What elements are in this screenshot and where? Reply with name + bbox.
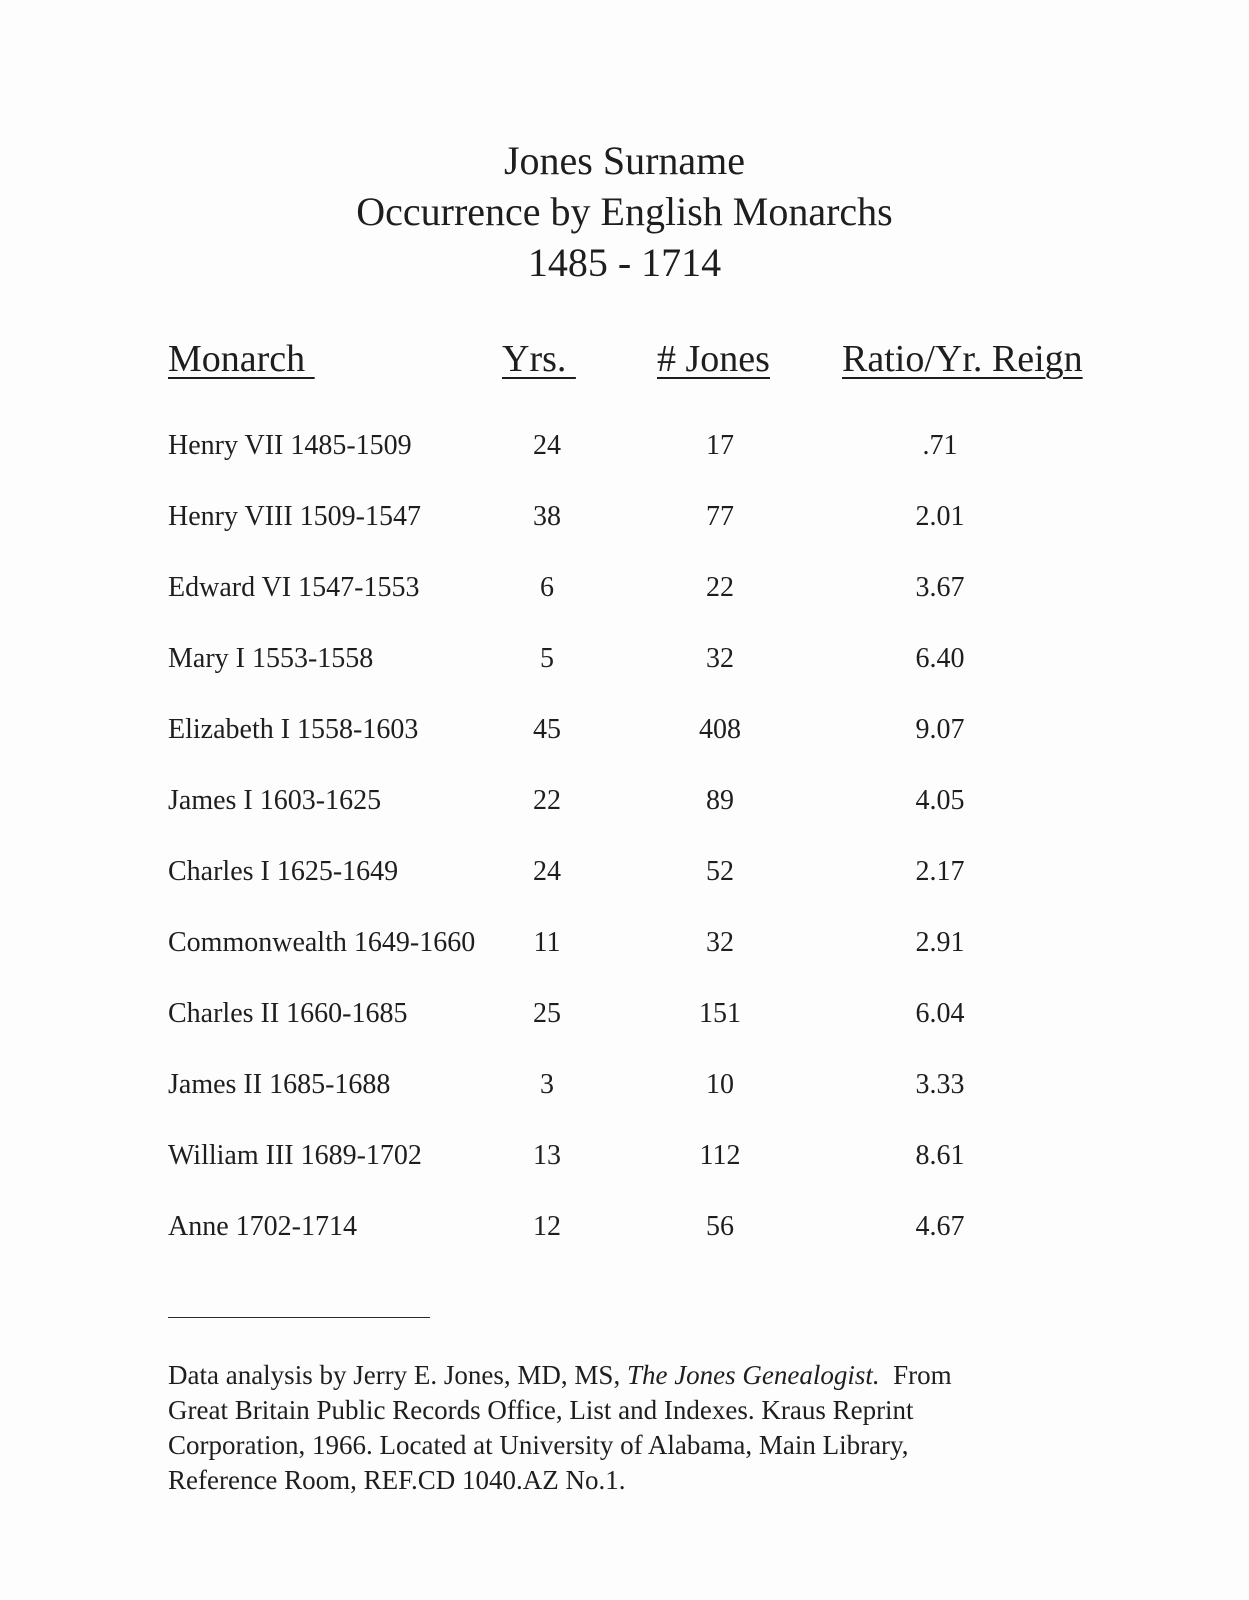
title-line-3: 1485 - 1714	[527, 240, 722, 285]
monarch-cell: Mary I 1553-1558	[168, 643, 374, 674]
column-header-monarch: Monarch	[168, 338, 315, 380]
table-row	[0, 570, 1249, 641]
jones-cell: 56	[706, 1211, 734, 1242]
ratio-cell: 2.01	[915, 501, 965, 532]
footnote-line-4: Reference Room, REF.CD 1040.AZ No.1.	[168, 1465, 626, 1495]
jones-cell: 77	[706, 501, 734, 532]
yrs-cell: 45	[533, 714, 561, 745]
table-row	[0, 428, 1249, 499]
column-header-ratio: Ratio/Yr. Reign	[842, 338, 1083, 380]
yrs-cell: 24	[533, 856, 561, 887]
yrs-cell: 3	[540, 1069, 554, 1100]
footnote-line-1	[168, 1358, 1068, 1393]
monarch-cell: James II 1685-1688	[168, 1069, 391, 1100]
table-row	[0, 641, 1249, 712]
ratio-cell: 6.40	[915, 643, 965, 674]
title-line-1: Jones Surname	[503, 138, 746, 183]
ratio-cell: 4.67	[915, 1211, 965, 1242]
publication-title: The Jones Genealogist.	[626, 1360, 880, 1390]
monarch-cell: Charles I 1625-1649	[168, 856, 399, 887]
footnote-line-3: Corporation, 1966. Located at University of Alabama, Main Library,	[168, 1430, 909, 1460]
monarch-cell: Edward VI 1547-1553	[168, 572, 420, 603]
yrs-cell: 13	[533, 1140, 561, 1171]
table-row	[0, 925, 1249, 996]
table-row	[0, 712, 1249, 783]
ratio-cell: 3.67	[915, 572, 965, 603]
jones-cell: 151	[699, 998, 741, 1029]
table-row	[0, 996, 1249, 1067]
yrs-cell: 12	[533, 1211, 561, 1242]
table-row	[0, 783, 1249, 854]
yrs-cell: 11	[533, 927, 561, 958]
title-line-2: Occurrence by English Monarchs	[356, 189, 893, 234]
footnote-line-2: Great Britain Public Records Office, List and Indexes. Kraus Reprint	[168, 1395, 914, 1425]
jones-cell: 408	[699, 714, 741, 745]
ratio-cell: .71	[922, 430, 958, 461]
monarch-cell: Commonwealth 1649-1660	[168, 927, 476, 958]
yrs-cell: 22	[533, 785, 561, 816]
monarch-table	[0, 428, 1249, 1280]
yrs-cell: 25	[533, 998, 561, 1029]
jones-cell: 32	[706, 927, 734, 958]
table-row	[0, 854, 1249, 925]
jones-cell: 22	[706, 572, 734, 603]
jones-cell: 52	[706, 856, 734, 887]
footnote-text: From	[879, 1360, 952, 1390]
yrs-cell: 6	[540, 572, 554, 603]
table-row	[0, 1067, 1249, 1138]
footnote-divider	[168, 1317, 430, 1318]
ratio-cell: 2.17	[915, 856, 965, 887]
table-row	[0, 1209, 1249, 1280]
monarch-cell: Anne 1702-1714	[168, 1211, 357, 1242]
jones-cell: 89	[706, 785, 734, 816]
monarch-cell: William III 1689-1702	[168, 1140, 422, 1171]
footnote-text: Data analysis by Jerry E. Jones, MD, MS,	[168, 1360, 627, 1390]
jones-cell: 112	[699, 1140, 741, 1171]
column-header-jones: # Jones	[657, 338, 770, 380]
ratio-cell: 8.61	[915, 1140, 965, 1171]
monarch-cell: Elizabeth I 1558-1603	[168, 714, 419, 745]
ratio-cell: 3.33	[915, 1069, 965, 1100]
monarch-cell: Charles II 1660-1685	[168, 998, 408, 1029]
yrs-cell: 5	[540, 643, 554, 674]
ratio-cell: 2.91	[915, 927, 965, 958]
yrs-cell: 38	[533, 501, 561, 532]
column-header-yrs: Yrs.	[502, 338, 576, 380]
page-title	[0, 135, 1249, 288]
monarch-cell: Henry VII 1485-1509	[168, 430, 412, 461]
ratio-cell: 4.05	[915, 785, 965, 816]
monarch-cell: James I 1603-1625	[168, 785, 382, 816]
jones-cell: 32	[706, 643, 734, 674]
table-row	[0, 499, 1249, 570]
jones-cell: 17	[706, 430, 734, 461]
table-row	[0, 1138, 1249, 1209]
monarch-cell: Henry VIII 1509-1547	[168, 501, 421, 532]
ratio-cell: 6.04	[915, 998, 965, 1029]
source-footnote	[168, 1358, 1068, 1498]
ratio-cell: 9.07	[915, 714, 965, 745]
jones-cell: 10	[706, 1069, 734, 1100]
yrs-cell: 24	[533, 430, 561, 461]
